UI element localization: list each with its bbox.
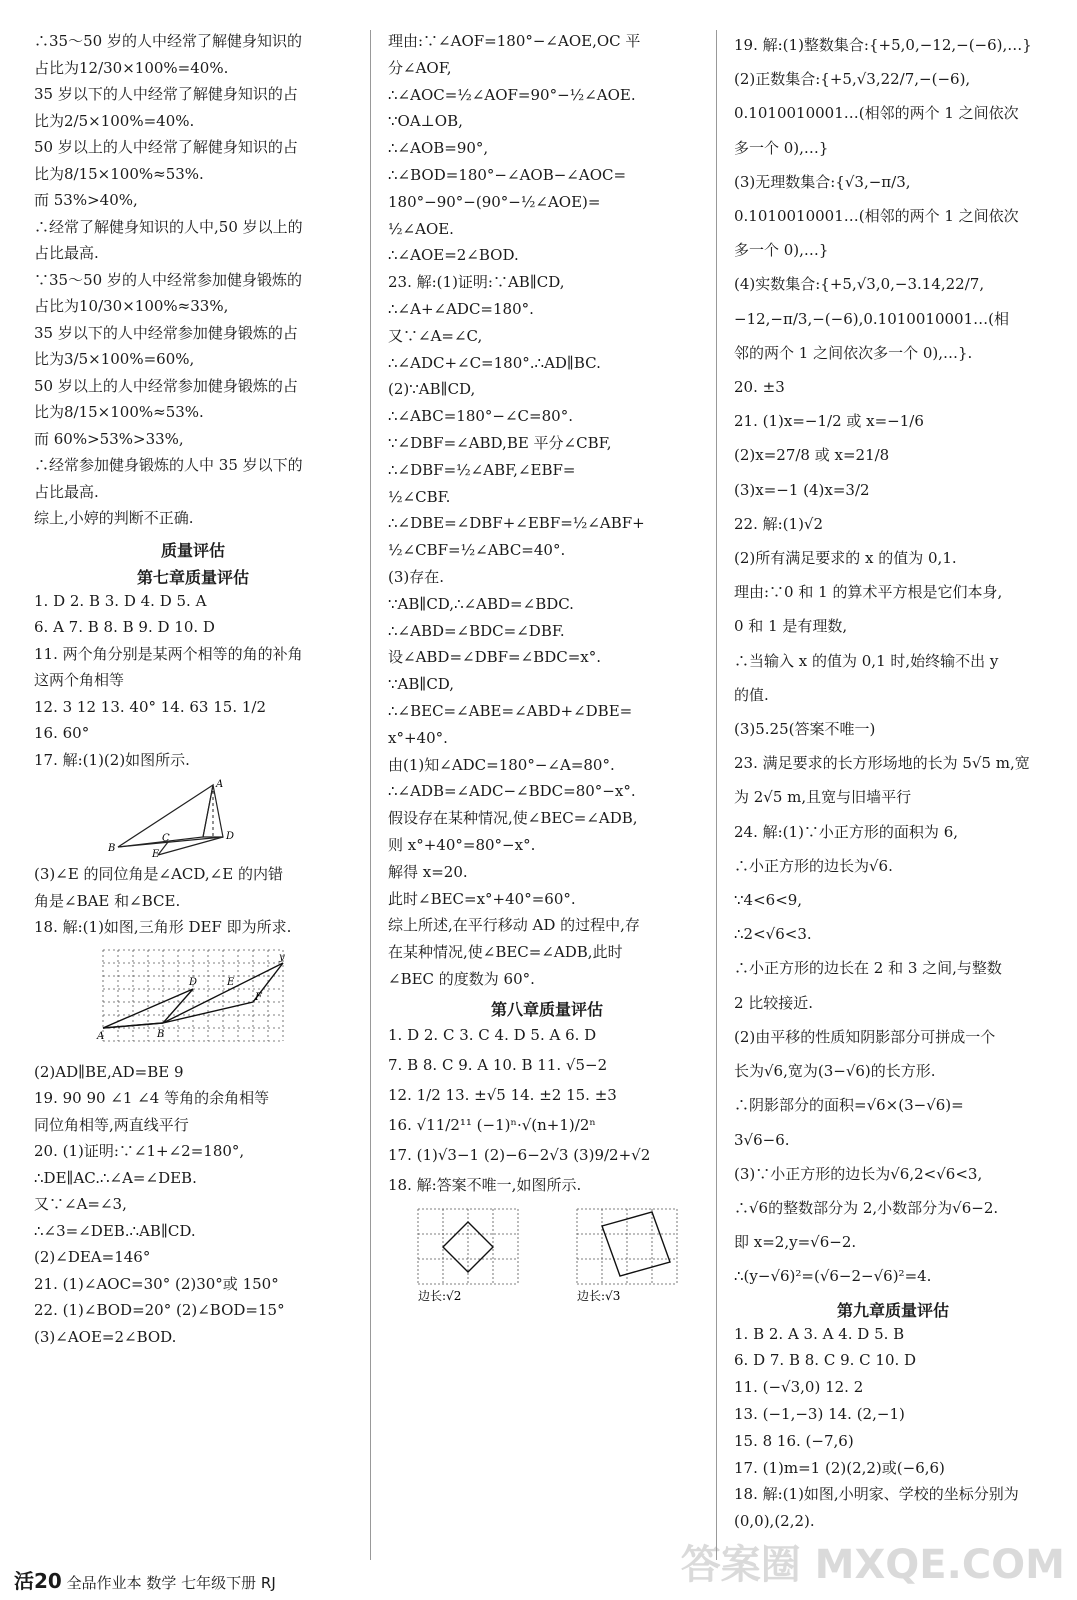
text-line: −12,−π/3,−(−6),0.1010010001…(相 bbox=[734, 309, 1009, 328]
text-line: 0.1010010001…(相邻的两个 1 之间依次 bbox=[734, 207, 1019, 226]
text-line: 24. 解:(1)∵小正方形的面积为 6, bbox=[734, 822, 959, 841]
text-line: 占比为12/30×100%=40%. bbox=[34, 58, 229, 77]
text-line: (2)∵AB∥CD, bbox=[388, 380, 476, 399]
text-line: 这两个角相等 bbox=[34, 671, 125, 689]
text-line: 16. √11/2¹¹ (−1)ⁿ·√(n+1)/2ⁿ bbox=[388, 1115, 596, 1134]
text-line: ½∠CBF. bbox=[388, 487, 451, 506]
column-divider bbox=[370, 30, 371, 1560]
text-line: 理由:∵0 和 1 的算术平方根是它们本身, bbox=[734, 583, 1003, 602]
text-line: 6. A 7. B 8. B 9. D 10. D bbox=[34, 618, 215, 636]
text-line: 比为2/5×100%=40%. bbox=[34, 111, 195, 130]
text-line: ∴∠ABC=180°−∠C=80°. bbox=[388, 407, 573, 426]
text-line: 16. 60° bbox=[34, 724, 90, 742]
text-line: 12. 1/2 13. ±√5 14. ±2 15. ±3 bbox=[388, 1085, 617, 1104]
text-line: 比为8/15×100%≈53%. bbox=[34, 403, 204, 421]
text-line: ∴∠AOE=2∠BOD. bbox=[388, 246, 519, 265]
text-line: ∴小正方形的边长在 2 和 3 之间,与整数 bbox=[734, 959, 1002, 978]
text-line: (3)∠E 的同位角是∠ACD,∠E 的内错 bbox=[34, 865, 283, 883]
text-line: ∴∠3=∠DEB.∴AB∥CD. bbox=[34, 1221, 196, 1240]
text-line: ∴∠ABD=∠BDC=∠DBF. bbox=[388, 621, 565, 640]
text-line: (2)正数集合:{+5,√3,22/7,−(−6), bbox=[734, 70, 971, 89]
label-C: C bbox=[162, 833, 170, 844]
text-line: ∴DE∥AC.∴∠A=∠DEB. bbox=[34, 1168, 197, 1187]
text-line: 21. (1)x=−1/2 或 x=−1/6 bbox=[734, 412, 924, 431]
text-line: 又∵∠A=∠3, bbox=[34, 1195, 127, 1213]
text-line: 即 x=2,y=√6−2. bbox=[734, 1233, 857, 1252]
text-line: 由(1)知∠ADC=180°−∠A=80°. bbox=[388, 755, 615, 774]
text-line: 20. ±3 bbox=[734, 378, 785, 397]
text-line: ∴√6的整数部分为 2,小数部分为√6−2. bbox=[734, 1198, 999, 1217]
text-line: 0 和 1 是有理数, bbox=[734, 617, 848, 636]
text-line: 18. 解:答案不唯一,如图所示. bbox=[388, 1175, 582, 1194]
text-line: 综上所述,在平行移动 AD 的过程中,存 bbox=[388, 916, 640, 935]
text-line: ∵AB∥CD, bbox=[388, 675, 455, 694]
text-line: 为 2√5 m,且宽与旧墙平行 bbox=[734, 788, 912, 807]
text-line: 180°−90°−(90°−½∠AOE)= bbox=[388, 192, 601, 211]
text-line: 多一个 0),…} bbox=[734, 241, 829, 260]
text-line: 21. (1)∠AOC=30° (2)30°或 150° bbox=[34, 1274, 279, 1293]
text-line: ∵35～50 岁的人中经常参加健身锻炼的 bbox=[34, 270, 302, 289]
text-line: 多一个 0),…} bbox=[734, 138, 829, 157]
column-1 bbox=[34, 28, 352, 1350]
label-B: B bbox=[108, 843, 116, 854]
heading-ch7: 第七章质量评估 bbox=[136, 567, 249, 587]
text-line: 又∵∠A=∠C, bbox=[388, 326, 483, 345]
text-line: 22. 解:(1)√2 bbox=[734, 514, 824, 533]
label-F: F bbox=[255, 991, 262, 1003]
label-A: A bbox=[97, 1030, 105, 1042]
text-line: 7. B 8. C 9. A 10. B 11. √5−2 bbox=[388, 1055, 608, 1074]
c1-lines bbox=[34, 28, 352, 532]
text-line: 11. 两个角分别是某两个相等的角的补角 bbox=[34, 644, 303, 663]
book-title: 全品作业本 数学 七年级下册 RJ bbox=[66, 1574, 276, 1592]
text-line: 0.1010010001…(相邻的两个 1 之间依次 bbox=[734, 104, 1019, 123]
text-line: 1. B 2. A 3. A 4. D 5. B bbox=[734, 1324, 905, 1343]
text-line: (0,0),(2,2). bbox=[734, 1512, 815, 1531]
c1b-lines bbox=[34, 588, 352, 774]
text-line: ∵AB∥CD,∴∠ABD=∠BDC. bbox=[388, 594, 574, 613]
label-A: A bbox=[216, 779, 224, 790]
watermark: 答案圈 MXQE.COM bbox=[680, 1542, 1065, 1588]
text-line: (2)∠DEA=146° bbox=[34, 1248, 151, 1266]
text-line: 占比为10/30×100%≈33%, bbox=[34, 297, 229, 315]
text-line: ½∠CBF=½∠ABC=40°. bbox=[388, 541, 566, 560]
text-line: 18. 解:(1)如图,小明家、学校的坐标分别为 bbox=[734, 1485, 1019, 1504]
text-line: ∴∠ADB=∠ADC−∠BDC=80°−x°. bbox=[388, 782, 636, 801]
text-line: 的值. bbox=[734, 685, 769, 704]
text-line: 解得 x=20. bbox=[388, 862, 468, 881]
text-line: ∴∠BEC=∠ABE=∠ABD+∠DBE= bbox=[388, 701, 633, 720]
text-line: 占比最高. bbox=[34, 244, 99, 262]
figure-18 bbox=[93, 945, 293, 1055]
text-line: (2)x=27/8 或 x=21/8 bbox=[734, 446, 890, 465]
text-line: 22. (1)∠BOD=20° (2)∠BOD=15° bbox=[34, 1301, 285, 1319]
edge-label-1: 边长:√2 bbox=[417, 1288, 461, 1303]
heading-ch9: 第九章质量评估 bbox=[836, 1300, 949, 1320]
heading-ch8: 第八章质量评估 bbox=[490, 999, 603, 1019]
text-line: ∠BEC 的度数为 60°. bbox=[388, 969, 535, 988]
text-line: (3)无理数集合:{√3,−π/3, bbox=[734, 172, 911, 191]
text-line: ∴35～50 岁的人中经常了解健身知识的 bbox=[34, 32, 302, 50]
c3-lines bbox=[734, 28, 1052, 1294]
text-line: 比为8/15×100%≈53%. bbox=[34, 164, 204, 183]
label-D: D bbox=[189, 976, 198, 988]
text-line: 17. (1)√3−1 (2)−6−2√3 (3)9/2+√2 bbox=[388, 1145, 651, 1164]
text-line: x°+40°. bbox=[388, 728, 448, 747]
text-line: 而 60%>53%>33%, bbox=[34, 429, 184, 448]
text-line: (3)x=−1 (4)x=3/2 bbox=[734, 480, 870, 499]
text-line: ∴∠ADC+∠C=180°.∴AD∥BC. bbox=[388, 353, 601, 372]
text-line: 比为3/5×100%=60%, bbox=[34, 350, 195, 368]
text-line: ∵4<6<9, bbox=[734, 891, 803, 910]
text-line: 占比最高. bbox=[34, 482, 99, 501]
text-line: (2)所有满足要求的 x 的值为 0,1. bbox=[734, 549, 957, 568]
label-y: y bbox=[279, 951, 285, 963]
footer bbox=[14, 1565, 276, 1594]
text-line: ∴∠AOB=90°, bbox=[388, 139, 489, 158]
page-tag: 活20 bbox=[14, 1569, 62, 1593]
figure-18-grids bbox=[388, 1204, 706, 1304]
label-E: E bbox=[152, 849, 160, 857]
text-line: 综上,小婷的判断不正确. bbox=[34, 509, 194, 527]
text-line: 3√6−6. bbox=[734, 1130, 790, 1149]
text-line: ∴∠AOC=½∠AOF=90°−½∠AOE. bbox=[388, 85, 636, 104]
text-line: (3)存在. bbox=[388, 567, 445, 586]
label-B: B bbox=[157, 1028, 165, 1040]
text-line: 角是∠BAE 和∠BCE. bbox=[34, 891, 181, 910]
text-line: 1. D 2. B 3. D 4. D 5. A bbox=[34, 591, 207, 610]
text-line: 19. 解:(1)整数集合:{+5,0,−12,−(−6),…} bbox=[734, 36, 1032, 54]
text-line: ∴小正方形的边长为√6. bbox=[734, 856, 893, 875]
label-E: E bbox=[227, 976, 235, 988]
text-line: 长为√6,宽为(3−√6)的长方形. bbox=[734, 1062, 936, 1081]
text-line: 50 岁以上的人中经常了解健身知识的占 bbox=[34, 138, 298, 156]
text-line: (3)5.25(答案不唯一) bbox=[734, 720, 876, 739]
text-line: ∴2<√6<3. bbox=[734, 925, 812, 944]
text-line: ∵∠DBF=∠ABD,BE 平分∠CBF, bbox=[388, 433, 612, 452]
heading-quality: 质量评估 bbox=[160, 540, 225, 560]
text-line: ∴∠DBF=½∠ABF,∠EBF= bbox=[388, 460, 576, 479]
text-line: ∵OA⊥OB, bbox=[388, 112, 463, 131]
text-line: 设∠ABD=∠DBF=∠BDC=x°. bbox=[388, 648, 602, 667]
text-line: (2)AD∥BE,AD=BE 9 bbox=[34, 1062, 184, 1081]
text-line: ∴当输入 x 的值为 0,1 时,始终输不出 y bbox=[734, 651, 999, 670]
column-3 bbox=[734, 28, 1052, 1535]
text-line: 11. (−√3,0) 12. 2 bbox=[734, 1378, 864, 1397]
text-line: ∴∠A+∠ADC=180°. bbox=[388, 299, 534, 318]
text-line: ∴∠BOD=180°−∠AOB−∠AOC= bbox=[388, 165, 627, 184]
c1d-lines bbox=[34, 1059, 352, 1351]
text-line: 则 x°+40°=80°−x°. bbox=[388, 835, 536, 854]
figure-17 bbox=[108, 777, 278, 857]
text-line: 理由:∵∠AOF=180°−∠AOE,OC 平 bbox=[388, 32, 641, 50]
text-line: (2)由平移的性质知阴影部分可拼成一个 bbox=[734, 1027, 996, 1046]
text-line: 12. 3 12 13. 40° 14. 63 15. 1/2 bbox=[34, 697, 267, 716]
text-line: (3)∠AOE=2∠BOD. bbox=[34, 1327, 177, 1346]
text-line: ½∠AOE. bbox=[388, 219, 454, 238]
column-divider bbox=[716, 30, 717, 1560]
text-line: 假设存在某种情况,使∠BEC=∠ADB, bbox=[388, 809, 638, 828]
text-line: ∴经常参加健身锻炼的人中 35 岁以下的 bbox=[34, 456, 303, 474]
text-line: 邻的两个 1 之间依次多一个 0),…}. bbox=[734, 343, 973, 362]
text-line: ∴(y−√6)²=(√6−2−√6)²=4. bbox=[734, 1267, 932, 1286]
text-line: 13. (−1,−3) 14. (2,−1) bbox=[734, 1404, 905, 1423]
text-line: 19. 90 90 ∠1 ∠4 等角的余角相等 bbox=[34, 1089, 270, 1107]
text-line: (3)∵小正方形的边长为√6,2<√6<3, bbox=[734, 1164, 983, 1183]
grid-figure-1 bbox=[413, 1204, 523, 1304]
text-line: 20. (1)证明:∵∠1+∠2=180°, bbox=[34, 1142, 245, 1160]
text-line: 6. D 7. B 8. C 9. C 10. D bbox=[734, 1351, 917, 1370]
text-line: ∴∠DBE=∠DBF+∠EBF=½∠ABF+ bbox=[388, 514, 645, 533]
c2-lines bbox=[388, 28, 706, 993]
text-line: 1. D 2. C 3. C 4. D 5. A 6. D bbox=[388, 1025, 597, 1044]
text-line: 在某种情况,使∠BEC=∠ADB,此时 bbox=[388, 943, 623, 962]
text-line: 35 岁以下的人中经常参加健身锻炼的占 bbox=[34, 323, 298, 342]
text-line: 23. 满足要求的长方形场地的长为 5√5 m,宽 bbox=[734, 754, 1030, 773]
text-line: 15. 8 16. (−7,6) bbox=[734, 1431, 854, 1450]
text-line: 50 岁以上的人中经常参加健身锻炼的占 bbox=[34, 376, 298, 395]
text-line: 同位角相等,两直线平行 bbox=[34, 1115, 189, 1134]
text-line: 2 比较接近. bbox=[734, 993, 814, 1012]
text-line: ∴阴影部分的面积=√6×(3−√6)= bbox=[734, 1096, 964, 1115]
c1c-lines bbox=[34, 861, 352, 941]
text-line: 18. 解:(1)如图,三角形 DEF 即为所求. bbox=[34, 918, 292, 936]
text-line: 35 岁以下的人中经常了解健身知识的占 bbox=[34, 85, 298, 103]
text-line: (4)实数集合:{+5,√3,0,−3.14,22/7, bbox=[734, 275, 985, 294]
text-line: 此时∠BEC=x°+40°=60°. bbox=[388, 889, 576, 908]
column-2 bbox=[388, 28, 706, 1304]
label-D: D bbox=[226, 831, 235, 842]
grid-figure-2 bbox=[572, 1204, 682, 1304]
text-line: 17. (1)m=1 (2)(2,2)或(−6,6) bbox=[734, 1458, 945, 1477]
text-line: ∴经常了解健身知识的人中,50 岁以上的 bbox=[34, 217, 303, 236]
text-line: 23. 解:(1)证明:∵AB∥CD, bbox=[388, 273, 565, 292]
text-line: 而 53%>40%, bbox=[34, 191, 138, 209]
c3b-lines bbox=[734, 1321, 1052, 1535]
c2b-lines bbox=[388, 1020, 706, 1200]
text-line: 分∠AOF, bbox=[388, 58, 452, 77]
text-line: 17. 解:(1)(2)如图所示. bbox=[34, 750, 190, 769]
edge-label-2: 边长:√3 bbox=[576, 1288, 620, 1303]
